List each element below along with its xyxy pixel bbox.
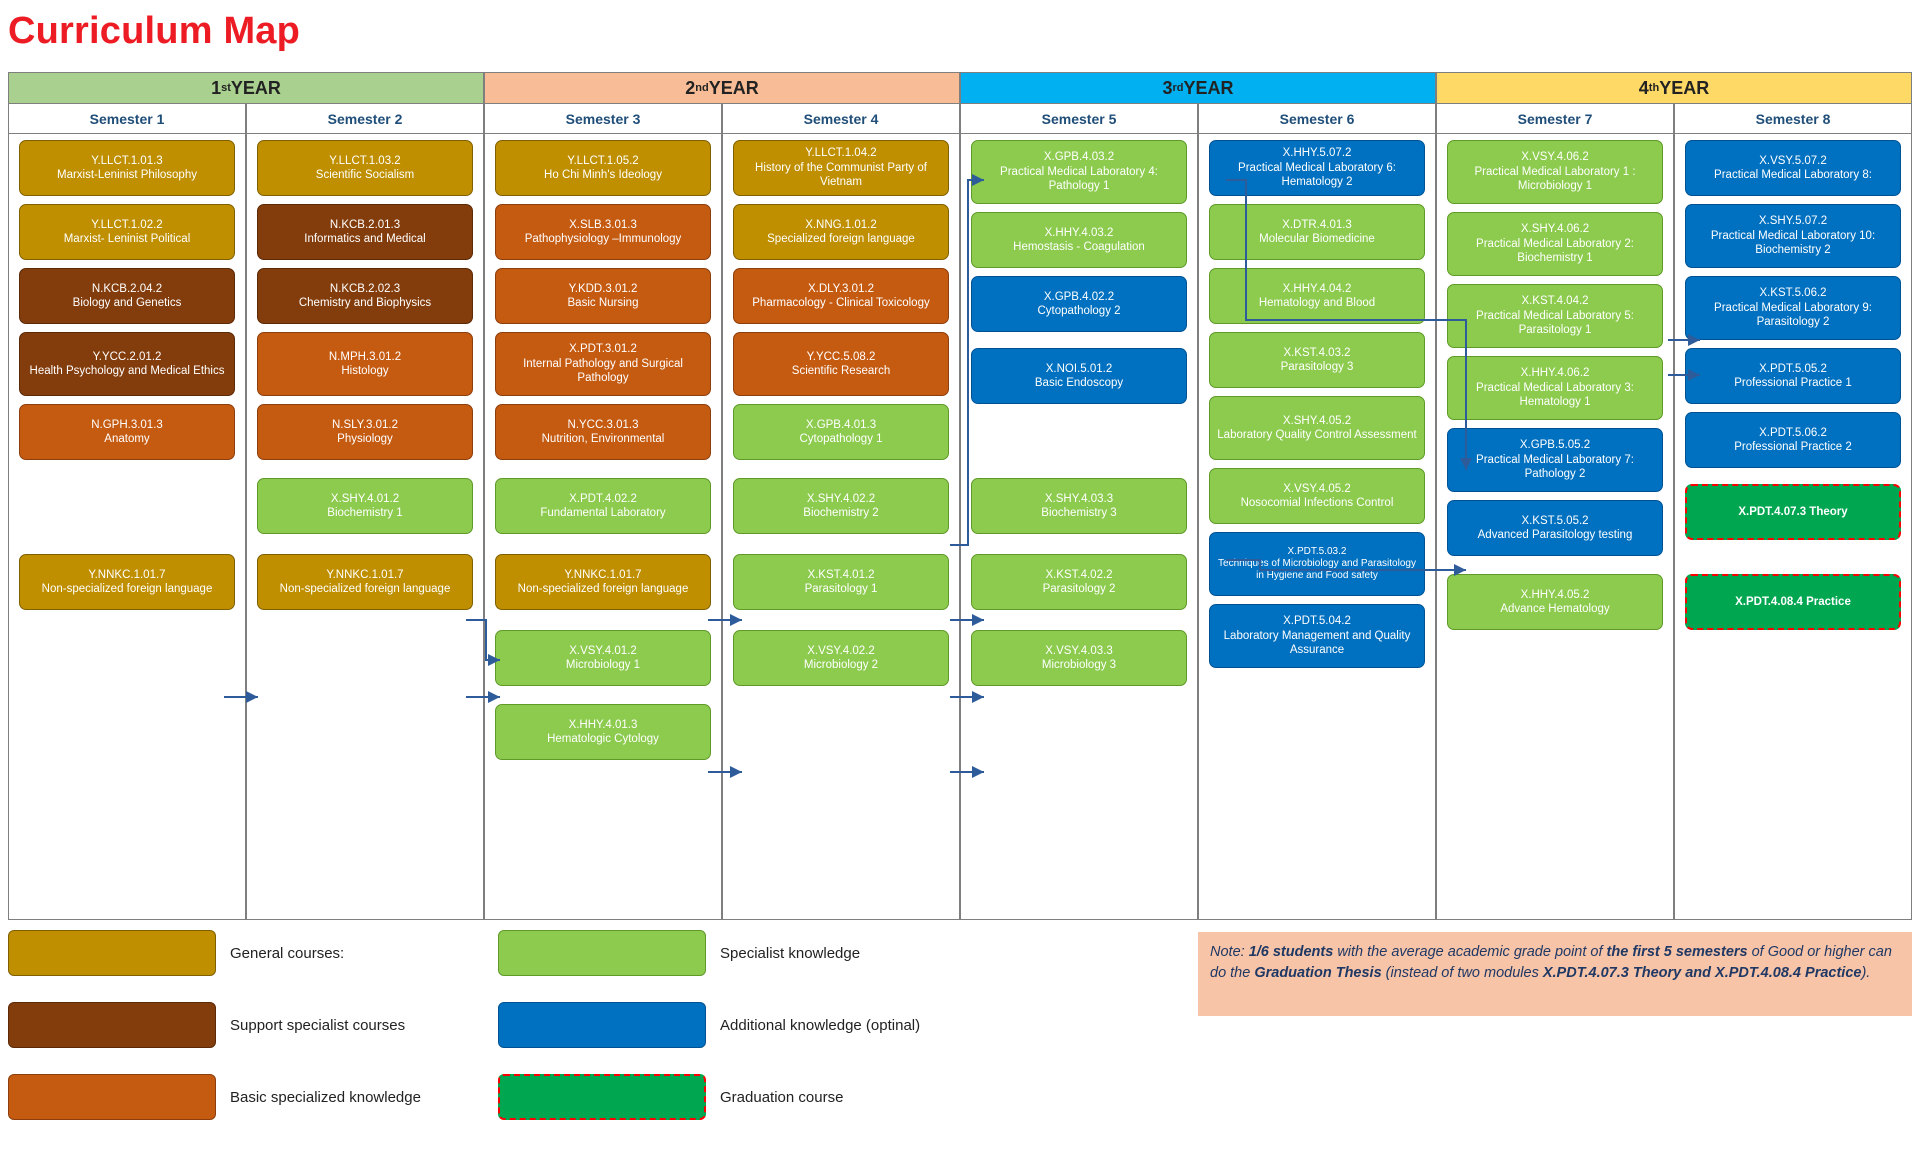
course-box[interactable] xyxy=(1685,412,1901,468)
course-name: Practical Medical Laboratory 10: Biochemistry 2 xyxy=(1710,229,1876,257)
legend xyxy=(8,930,1198,1150)
legend-swatch-support xyxy=(8,1002,216,1048)
course-box[interactable] xyxy=(1447,140,1663,204)
course-box[interactable] xyxy=(19,404,235,460)
course-box[interactable] xyxy=(733,332,949,396)
course-name: Anatomy xyxy=(104,433,150,445)
course-code: X.HHY.4.06.2 xyxy=(1520,367,1590,380)
course-box[interactable] xyxy=(733,478,949,534)
course-code: Y.NNKC.1.01.7 xyxy=(88,568,166,581)
course-name: Microbiology 1 xyxy=(565,659,641,671)
course-name: Cytopathology 1 xyxy=(799,433,883,445)
semester-column-6 xyxy=(1198,134,1436,920)
note-bold-1: 1/6 students xyxy=(1248,944,1334,960)
course-box[interactable] xyxy=(257,332,473,396)
legend-label: General courses: xyxy=(230,944,345,962)
year-sup-2: nd xyxy=(695,82,709,94)
year-header-2 xyxy=(484,72,960,104)
course-code: X.KST.5.05.2 xyxy=(1521,514,1589,527)
course-box[interactable] xyxy=(1685,140,1901,196)
course-code: X.GPB.5.05.2 xyxy=(1519,439,1591,452)
legend-swatch-specialist xyxy=(498,930,706,976)
legend-row xyxy=(498,1002,920,1048)
course-box[interactable] xyxy=(1209,604,1425,668)
course-box[interactable] xyxy=(733,554,949,610)
course-code: X.SHY.5.07.2 xyxy=(1758,215,1828,228)
course-name: X.PDT.4.08.4 Practice xyxy=(1735,595,1851,608)
course-name: Nutrition, Environmental xyxy=(541,433,665,445)
course-code: Y.LLCT.1.01.3 xyxy=(91,154,163,167)
course-box[interactable] xyxy=(495,204,711,260)
year-header-band xyxy=(8,72,1912,104)
course-name: Practical Medical Laboratory 9: Parasitology 2 xyxy=(1714,301,1872,329)
course-code: X.VSY.4.02.2 xyxy=(807,644,875,657)
note-text-3: (instead of two modules xyxy=(1381,965,1543,982)
course-code: N.YCC.3.01.3 xyxy=(567,418,639,431)
course-code: N.KCB.2.01.3 xyxy=(329,218,401,231)
course-code: N.MPH.3.01.2 xyxy=(328,350,402,363)
course-box[interactable] xyxy=(1447,212,1663,276)
course-name: Laboratory Management and Quality Assurance xyxy=(1223,629,1411,657)
year-label-4: 4 xyxy=(1638,77,1649,98)
year-header-4 xyxy=(1436,72,1912,104)
year-sup-4: th xyxy=(1648,82,1660,94)
course-name: Hemostasis - Coagulation xyxy=(1013,241,1145,253)
course-name: Advance Hematology xyxy=(1500,603,1610,615)
course-code: X.SHY.4.05.2 xyxy=(1282,414,1352,427)
course-box[interactable] xyxy=(257,204,473,260)
course-box[interactable] xyxy=(495,630,711,686)
course-code: X.PDT.5.04.2 xyxy=(1283,615,1351,628)
course-code: X.HHY.4.05.2 xyxy=(1520,588,1590,601)
course-name: Practical Medical Laboratory 4: Pathology 1 xyxy=(1000,165,1158,193)
legend-row xyxy=(498,1074,843,1120)
semester-header-band xyxy=(8,104,1912,134)
legend-row xyxy=(498,930,860,976)
course-box[interactable] xyxy=(733,404,949,460)
year-sup-3: rd xyxy=(1172,82,1184,94)
course-box[interactable] xyxy=(257,554,473,610)
year-label-1: 1 xyxy=(211,77,222,98)
course-name: Specialized foreign language xyxy=(767,233,915,245)
course-box[interactable] xyxy=(495,404,711,460)
course-name: Pharmacology - Clinical Toxicology xyxy=(752,297,930,309)
course-code: X.VSY.4.05.2 xyxy=(1283,482,1351,495)
legend-swatch-basic xyxy=(8,1074,216,1120)
course-name: Ho Chi Minh's Ideology xyxy=(544,169,662,181)
course-code: Y.NNKC.1.01.7 xyxy=(326,568,404,581)
course-box[interactable] xyxy=(733,630,949,686)
course-box[interactable] xyxy=(1209,140,1425,196)
course-code: X.HHY.4.04.2 xyxy=(1282,282,1352,295)
course-box[interactable] xyxy=(1685,484,1901,540)
course-name: Molecular Biomedicine xyxy=(1259,233,1375,245)
course-box[interactable] xyxy=(971,140,1187,204)
course-code: X.HHY.4.01.3 xyxy=(568,718,638,731)
course-name: Practical Medical Laboratory 7: Pathology 2 xyxy=(1476,453,1634,481)
semester-header-5: Semester 5 xyxy=(960,104,1198,134)
course-code: N.GPH.3.01.3 xyxy=(91,418,163,431)
course-code: X.GPB.4.01.3 xyxy=(805,418,877,431)
course-box[interactable] xyxy=(495,554,711,610)
page-title: Curriculum Map xyxy=(8,10,301,52)
course-code: X.PDT.3.01.2 xyxy=(569,343,637,356)
course-name: Laboratory Quality Control Assessment xyxy=(1217,429,1417,441)
semester-header-3: Semester 3 xyxy=(484,104,722,134)
year-label-3: 3 xyxy=(1162,77,1173,98)
note-bold-4: X.PDT.4.07.3 Theory and X.PDT.4.08.4 Practice xyxy=(1542,965,1862,982)
course-name: Histology xyxy=(341,365,389,377)
course-box[interactable] xyxy=(733,204,949,260)
course-name: Pathophysiology –Immunology xyxy=(524,233,682,245)
course-name: Non-specialized foreign language xyxy=(517,583,689,595)
course-code: X.PDT.4.02.2 xyxy=(569,492,637,505)
note-bold-2: the first 5 semesters xyxy=(1606,944,1748,960)
course-box[interactable] xyxy=(971,348,1187,404)
course-name: Scientific Research xyxy=(791,365,891,377)
course-name: Practical Medical Laboratory 6: Hematology 2 xyxy=(1238,161,1396,189)
course-code: X.SLB.3.01.3 xyxy=(569,218,637,231)
legend-label: Specialist knowledge xyxy=(720,944,861,962)
course-code: Y.NNKC.1.01.7 xyxy=(564,568,642,581)
course-code: X.KST.4.01.2 xyxy=(807,568,875,581)
course-code: Y.LLCT.1.02.2 xyxy=(91,218,163,231)
course-name: Professional Practice 2 xyxy=(1734,441,1852,453)
course-code: X.VSY.4.01.2 xyxy=(569,644,637,657)
course-box[interactable] xyxy=(1209,396,1425,460)
course-code: X.DTR.4.01.3 xyxy=(1282,218,1352,231)
course-box[interactable] xyxy=(1209,204,1425,260)
course-code: Y.LLCT.1.05.2 xyxy=(567,154,639,167)
course-name: Parasitology 1 xyxy=(804,583,878,595)
course-name: Non-specialized foreign language xyxy=(279,583,451,595)
course-name: Parasitology 2 xyxy=(1042,583,1116,595)
course-box[interactable] xyxy=(257,268,473,324)
course-name: Advanced Parasitology testing xyxy=(1477,529,1633,541)
legend-label: Additional knowledge (optinal) xyxy=(720,1016,921,1034)
course-box[interactable] xyxy=(733,140,949,196)
course-code: X.VSY.5.07.2 xyxy=(1759,154,1827,167)
legend-swatch-general xyxy=(8,930,216,976)
legend-swatch-graduation xyxy=(498,1074,706,1120)
course-box[interactable] xyxy=(1447,284,1663,348)
semester-header-1: Semester 1 xyxy=(8,104,246,134)
course-box[interactable] xyxy=(19,140,235,196)
course-code: X.PDT.5.05.2 xyxy=(1759,362,1827,375)
note-bold-3: Graduation Thesis xyxy=(1254,965,1382,982)
course-name: Basic Nursing xyxy=(567,297,639,309)
course-box[interactable] xyxy=(971,276,1187,332)
course-box[interactable] xyxy=(19,268,235,324)
course-code: X.KST.4.02.2 xyxy=(1045,568,1113,581)
course-box[interactable] xyxy=(257,404,473,460)
course-box[interactable] xyxy=(257,478,473,534)
course-box[interactable] xyxy=(733,268,949,324)
course-box[interactable] xyxy=(1209,468,1425,524)
course-name: Marxist- Leninist Political xyxy=(63,233,191,245)
graduation-note xyxy=(1198,932,1912,1016)
course-code: X.DLY.3.01.2 xyxy=(807,282,875,295)
semester-column-7 xyxy=(1436,134,1674,920)
course-code: X.KST.4.04.2 xyxy=(1521,295,1589,308)
course-box[interactable] xyxy=(1209,268,1425,324)
legend-label: Support specialist courses xyxy=(230,1016,406,1034)
course-name: History of the Communist Party of Vietnam xyxy=(755,161,927,189)
legend-row xyxy=(8,1074,421,1120)
course-box[interactable] xyxy=(1685,204,1901,268)
course-name: Nosocomial Infections Control xyxy=(1240,497,1394,509)
course-name: Biochemistry 3 xyxy=(1041,507,1117,519)
course-box[interactable] xyxy=(495,332,711,396)
year-suffix-4: YEAR xyxy=(1659,77,1710,98)
course-name: Practical Medical Laboratory 8: xyxy=(1714,169,1872,181)
course-box[interactable] xyxy=(1447,500,1663,556)
course-name: Practical Medical Laboratory 5: Parasitology 1 xyxy=(1476,309,1634,337)
course-code: X.NNG.1.01.2 xyxy=(805,218,877,231)
semester-column-4 xyxy=(722,134,960,920)
course-name: Marxist-Leninist Philosophy xyxy=(57,169,197,181)
legend-label: Basic specialized knowledge xyxy=(230,1088,421,1106)
semester-column-1 xyxy=(8,134,246,920)
year-label-2: 2 xyxy=(685,77,696,98)
course-code: Y.YCC.2.01.2 xyxy=(92,350,162,363)
semester-columns xyxy=(8,134,1912,920)
course-box[interactable] xyxy=(971,554,1187,610)
course-name: Microbiology 2 xyxy=(803,659,879,671)
note-text-4: ). xyxy=(1861,965,1871,982)
course-box[interactable] xyxy=(1685,574,1901,630)
course-box[interactable] xyxy=(1685,276,1901,340)
course-box[interactable] xyxy=(971,478,1187,534)
course-code: X.SHY.4.06.2 xyxy=(1520,223,1590,236)
course-name: Chemistry and Biophysics xyxy=(298,297,432,309)
course-code: X.VSY.4.03.3 xyxy=(1045,644,1113,657)
course-code: X.KST.4.03.2 xyxy=(1283,346,1351,359)
course-name: Cytopathology 2 xyxy=(1037,305,1121,317)
course-code: N.SLY.3.01.2 xyxy=(331,418,399,431)
course-name: Fundamental Laboratory xyxy=(540,507,666,519)
semester-column-8 xyxy=(1674,134,1912,920)
course-box[interactable] xyxy=(495,704,711,760)
course-box[interactable] xyxy=(1447,356,1663,420)
course-box[interactable] xyxy=(1685,348,1901,404)
course-name: Microbiology 3 xyxy=(1041,659,1117,671)
course-box[interactable] xyxy=(1209,332,1425,388)
course-name: Biology and Genetics xyxy=(72,297,182,309)
semester-column-5 xyxy=(960,134,1198,920)
course-box[interactable] xyxy=(19,332,235,396)
course-name: Techniques of Microbiology and Parasitology in Hygiene and Food safety xyxy=(1218,558,1416,581)
course-code: X.VSY.4.06.2 xyxy=(1521,151,1589,164)
course-name: Health Psychology and Medical Ethics xyxy=(29,365,225,377)
year-suffix-2: YEAR xyxy=(708,77,759,98)
course-code: X.KST.5.06.2 xyxy=(1759,287,1827,300)
course-box[interactable] xyxy=(257,140,473,196)
course-code: X.GPB.4.02.2 xyxy=(1043,290,1115,303)
course-name: X.PDT.4.07.3 Theory xyxy=(1738,505,1848,518)
course-name: Hematologic Cytology xyxy=(547,733,659,745)
legend-swatch-additional xyxy=(498,1002,706,1048)
course-box[interactable] xyxy=(495,140,711,196)
course-box[interactable] xyxy=(971,630,1187,686)
course-box[interactable] xyxy=(1447,428,1663,492)
course-name: Non-specialized foreign language xyxy=(41,583,213,595)
year-header-1 xyxy=(8,72,484,104)
course-code: Y.YCC.5.08.2 xyxy=(806,350,876,363)
course-code: X.SHY.4.03.3 xyxy=(1044,492,1114,505)
course-name: Internal Pathology and Surgical Pathology xyxy=(523,357,683,385)
course-code: X.PDT.5.06.2 xyxy=(1759,426,1827,439)
course-name: Parasitology 3 xyxy=(1280,361,1354,373)
year-header-3 xyxy=(960,72,1436,104)
course-code: N.KCB.2.02.3 xyxy=(329,282,401,295)
legend-label: Graduation course xyxy=(720,1088,844,1106)
course-name: Practical Medical Laboratory 1 : Microbiology 1 xyxy=(1474,165,1636,193)
course-code: X.SHY.4.02.2 xyxy=(806,492,876,505)
course-name: Biochemistry 2 xyxy=(803,507,879,519)
course-box[interactable] xyxy=(495,268,711,324)
year-suffix-3: YEAR xyxy=(1183,77,1234,98)
course-code: Y.LLCT.1.03.2 xyxy=(329,154,401,167)
legend-row xyxy=(8,930,344,976)
note-text-2: of Good or higher can do the xyxy=(1210,944,1892,982)
course-code: X.HHY.5.07.2 xyxy=(1282,147,1352,160)
course-box[interactable] xyxy=(19,204,235,260)
course-code: X.HHY.4.03.2 xyxy=(1044,226,1114,239)
course-name: Practical Medical Laboratory 3: Hematology 1 xyxy=(1476,381,1634,409)
course-name: Professional Practice 1 xyxy=(1734,377,1852,389)
course-name: Physiology xyxy=(337,433,393,445)
semester-header-8: Semester 8 xyxy=(1674,104,1912,134)
course-code: X.GPB.4.03.2 xyxy=(1043,151,1115,164)
course-code: Y.KDD.3.01.2 xyxy=(568,282,638,295)
course-name: Biochemistry 1 xyxy=(327,507,403,519)
semester-header-2: Semester 2 xyxy=(246,104,484,134)
year-suffix-1: YEAR xyxy=(230,77,281,98)
semester-header-6: Semester 6 xyxy=(1198,104,1436,134)
legend-row xyxy=(8,1002,405,1048)
semester-header-4: Semester 4 xyxy=(722,104,960,134)
course-code: X.PDT.5.03.2 xyxy=(1287,546,1347,557)
semester-column-3 xyxy=(484,134,722,920)
course-code: X.SHY.4.01.2 xyxy=(330,492,400,505)
course-code: X.NOI.5.01.2 xyxy=(1045,362,1113,375)
course-name: Scientific Socialism xyxy=(315,169,415,181)
course-box[interactable] xyxy=(1447,574,1663,630)
course-box[interactable] xyxy=(19,554,235,610)
course-code: N.KCB.2.04.2 xyxy=(91,282,163,295)
note-prefix: Note: xyxy=(1210,944,1249,960)
course-box[interactable] xyxy=(1209,532,1425,596)
course-name: Hematology and Blood xyxy=(1258,297,1376,309)
semester-column-2 xyxy=(246,134,484,920)
course-name: Practical Medical Laboratory 2: Biochemistry 1 xyxy=(1476,237,1634,265)
course-box[interactable] xyxy=(971,212,1187,268)
year-sup-1: st xyxy=(221,82,231,94)
course-box[interactable] xyxy=(495,478,711,534)
semester-header-7: Semester 7 xyxy=(1436,104,1674,134)
note-text-1: with the average academic grade point of xyxy=(1333,944,1607,960)
course-code: Y.LLCT.1.04.2 xyxy=(805,147,877,160)
course-name: Informatics and Medical xyxy=(304,233,426,245)
course-name: Basic Endoscopy xyxy=(1034,377,1124,389)
